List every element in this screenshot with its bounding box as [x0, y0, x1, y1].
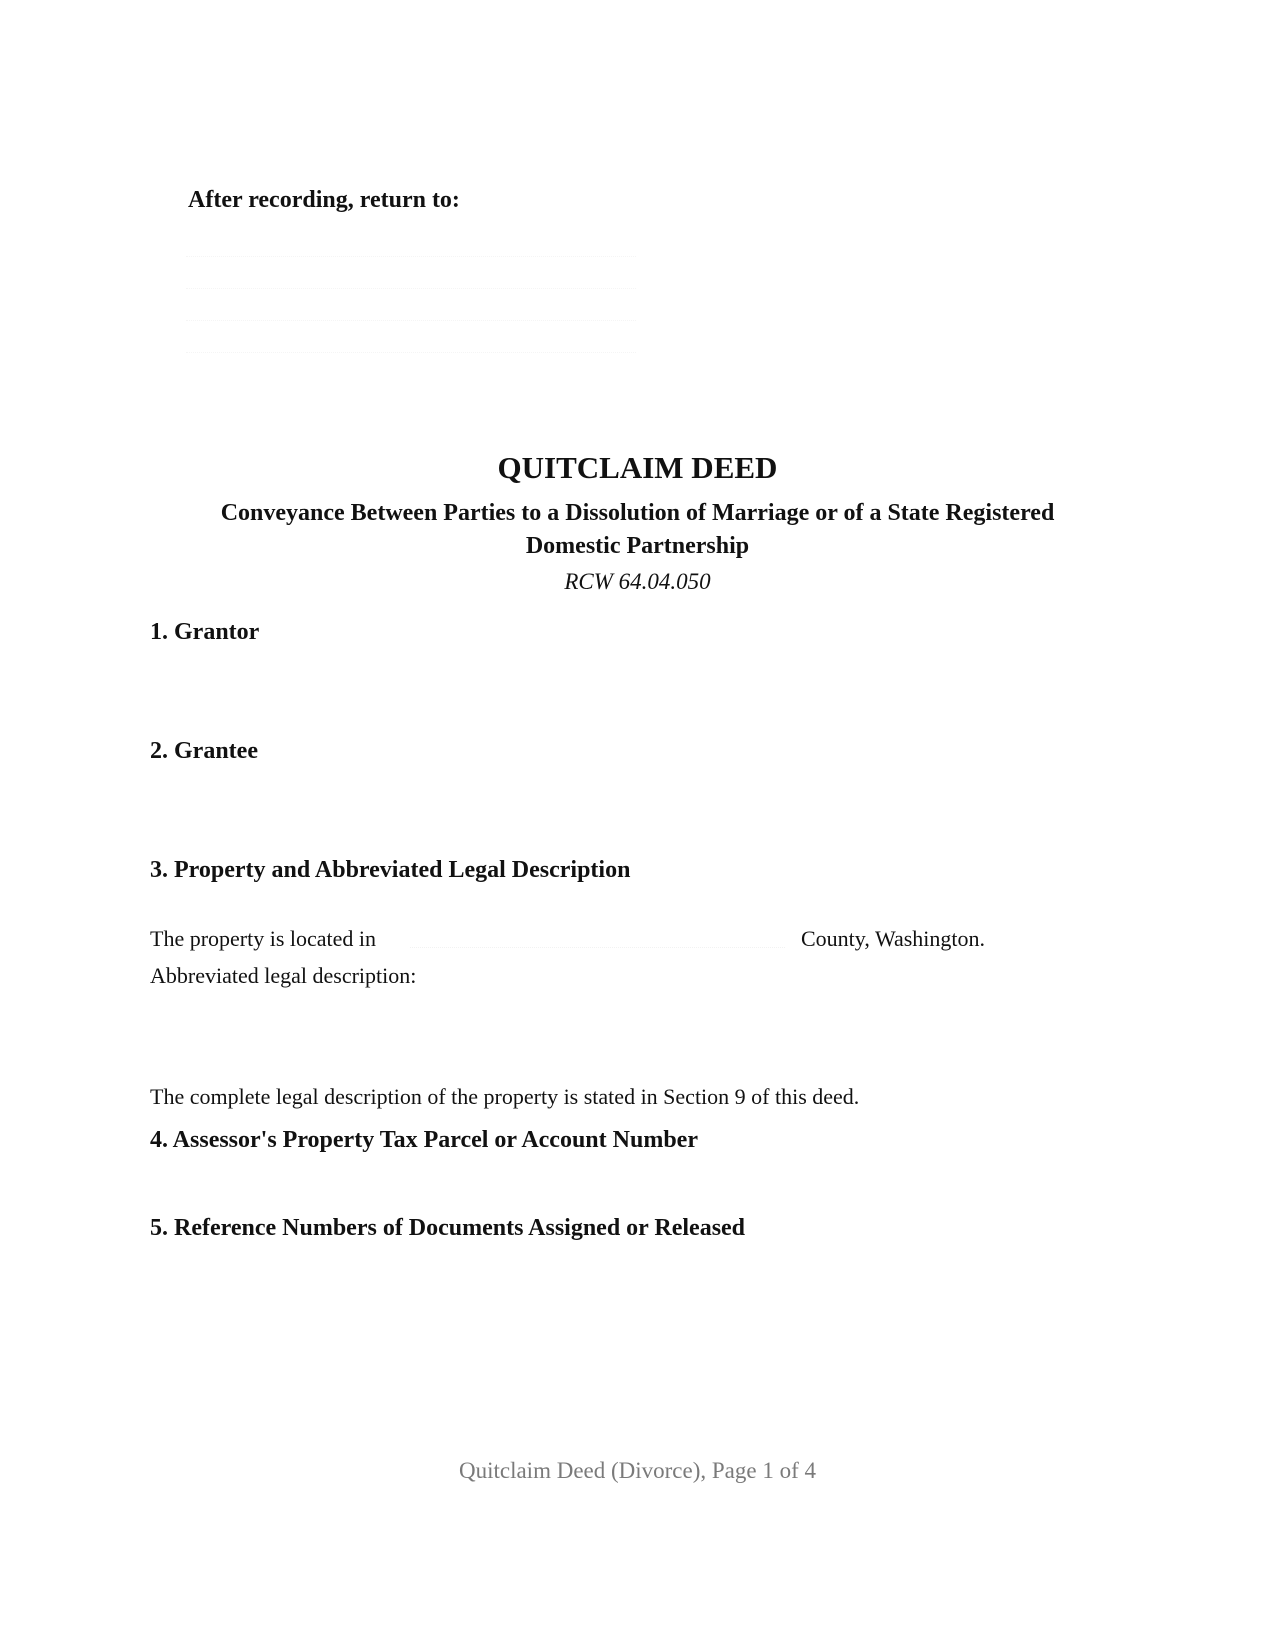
return-to-label: After recording, return to: [188, 187, 460, 213]
document-title: QUITCLAIM DEED [497, 450, 778, 485]
county-field[interactable] [410, 946, 785, 948]
abbreviated-legal-field[interactable] [150, 997, 1100, 1067]
section-references-heading: 5. Reference Numbers of Documents Assigned or Released [150, 1215, 746, 1241]
property-located-prefix: The property is located in [150, 926, 377, 951]
complete-legal-note: The complete legal description of the property is stated in Section 9 of this deed. [150, 1084, 860, 1109]
reference-numbers-field[interactable] [150, 1252, 1100, 1352]
section-parcel-heading: 4. Assessor's Property Tax Parcel or Account Number [150, 1127, 698, 1153]
document-subtitle-line1: Conveyance Between Parties to a Dissolution of Marriage or of a State Registered [220, 500, 1055, 526]
section-property-heading: 3. Property and Abbreviated Legal Description [150, 857, 631, 883]
abbreviated-legal-label: Abbreviated legal description: [150, 963, 417, 988]
statute-citation: RCW 64.04.050 [564, 569, 711, 594]
return-address-field[interactable] [186, 249, 636, 367]
page-footer: Quitclaim Deed (Divorce), Page 1 of 4 [458, 1458, 817, 1483]
document-subtitle-line2: Domestic Partnership [525, 533, 750, 559]
grantor-field[interactable] [150, 655, 1100, 715]
section-grantor-heading: 1. Grantor [150, 619, 260, 645]
parcel-number-field[interactable] [150, 1163, 1100, 1203]
section-grantee-heading: 2. Grantee [150, 738, 258, 764]
grantee-field[interactable] [150, 774, 1100, 834]
property-located-suffix: County, Washington. [801, 926, 986, 951]
